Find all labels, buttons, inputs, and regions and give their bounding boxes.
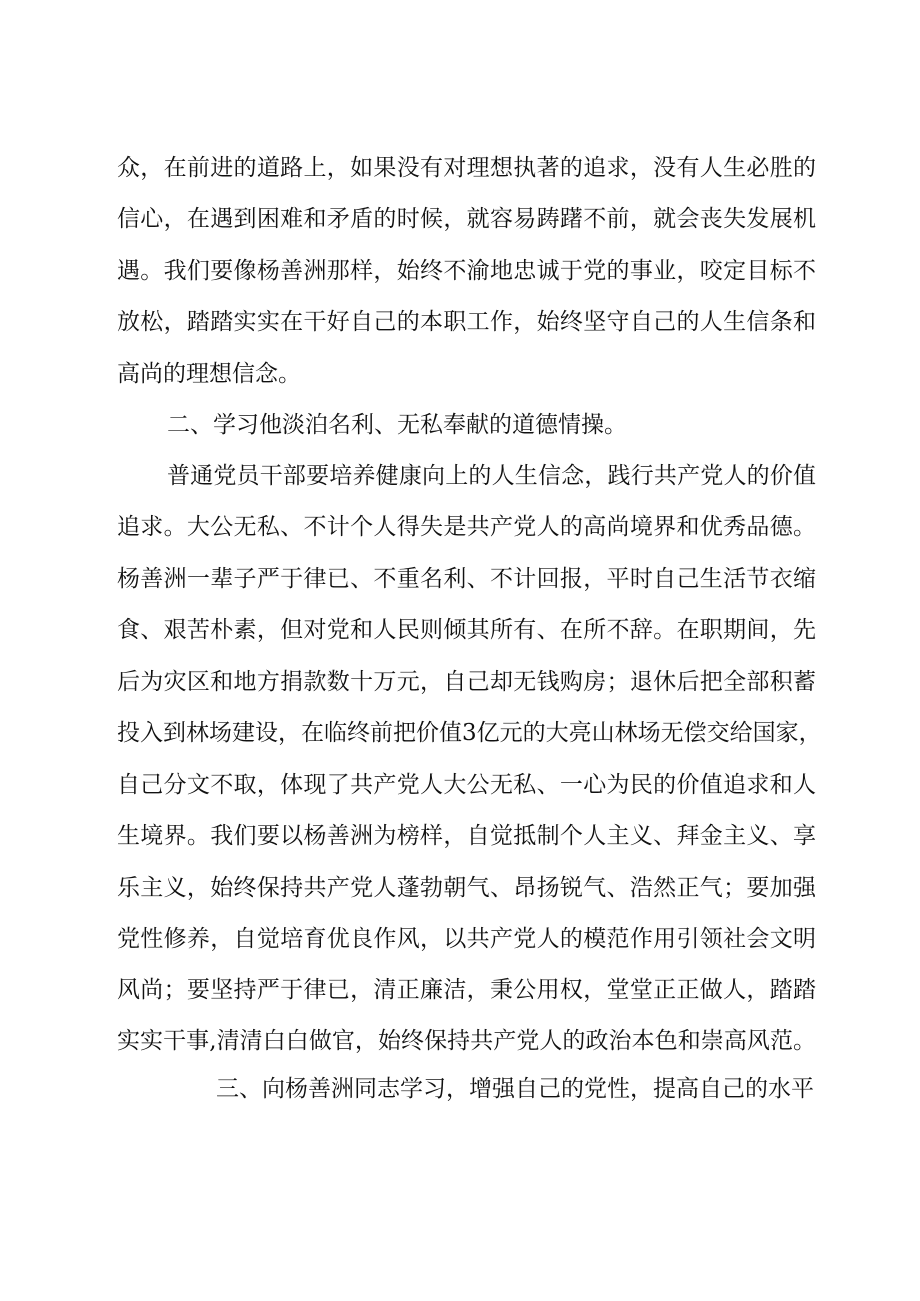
paragraph-1-line-5: 高尚的理想信念。 xyxy=(117,361,301,387)
paragraph-2-line-4: 食、艰苦朴素，但对党和人民则倾其所有、在所不辞。在职期间，先 xyxy=(117,617,816,643)
section-heading-3: 三、向杨善洲同志学习，增强自己的党性，提高自己的水平 xyxy=(216,1076,814,1102)
paragraph-2-line-8: 生境界。我们要以杨善洲为榜样，自觉抵制个人主义、拜金主义、享 xyxy=(117,823,816,849)
paragraph-2-line-10: 党性修养，自觉培育优良作风，以共产党人的模范作用引领社会文明 xyxy=(117,926,816,952)
paragraph-1-line-1: 众，在前进的道路上，如果没有对理想执著的追求，没有人生必胜的 xyxy=(117,155,816,181)
section-heading-2: 二、学习他淡泊名利、无私奉献的道德情操。 xyxy=(167,412,627,438)
paragraph-1-line-2: 信心，在遇到困难和矛盾的时候，就容易踌躇不前，就会丧失发展机 xyxy=(117,206,816,232)
paragraph-2-line-12: 实实干事,清清白白做官，始终保持共产党人的政治本色和崇高风范。 xyxy=(117,1028,816,1054)
paragraph-2-line-6: 投入到林场建设，在临终前把价值3亿元的大亮山林场无偿交给国家， xyxy=(117,720,822,746)
paragraph-2-line-5: 后为灾区和地方捐款数十万元，自己却无钱购房；退休后把全部积蓄 xyxy=(117,669,816,695)
paragraph-1-line-3: 遇。我们要像杨善洲那样，始终不渝地忠诚于党的事业，咬定目标不 xyxy=(117,258,816,284)
paragraph-2-line-1: 普通党员干部要培养健康向上的人生信念，践行共产党人的价值 xyxy=(167,463,816,489)
paragraph-2-line-2: 追求。大公无私、不计个人得失是共产党人的高尚境界和优秀品德。 xyxy=(117,514,816,540)
paragraph-2-line-3: 杨善洲一辈子严于律已、不重名利、不计回报，平时自己生活节衣缩 xyxy=(117,566,816,592)
paragraph-2-line-7: 自己分文不取，体现了共产党人大公无私、一心为民的价值追求和人 xyxy=(117,772,816,798)
paragraph-2-line-9: 乐主义，始终保持共产党人蓬勃朝气、昂扬锐气、浩然正气；要加强 xyxy=(117,875,816,901)
paragraph-1-line-4: 放松，踏踏实实在干好自己的本职工作，始终坚守自己的人生信条和 xyxy=(117,309,816,335)
paragraph-2-line-11: 风尚；要坚持严于律已，清正廉洁，秉公用权，堂堂正正做人，踏踏 xyxy=(117,977,816,1003)
